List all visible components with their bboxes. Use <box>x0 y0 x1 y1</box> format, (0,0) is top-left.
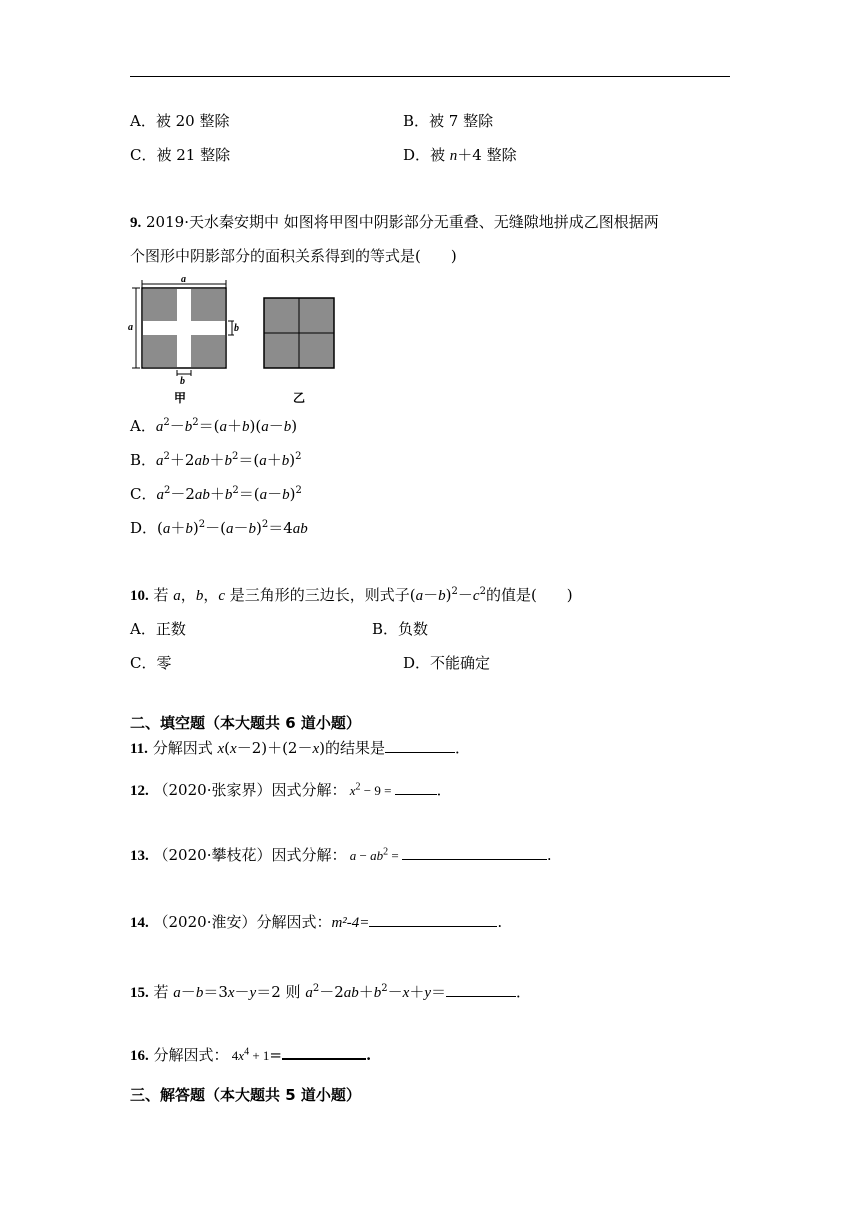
label-a-left: a <box>128 322 133 333</box>
q8-option-a: A．被 20 整除 <box>130 112 230 130</box>
caption-yi: 乙 <box>293 391 306 405</box>
answer-blank[interactable] <box>402 845 547 860</box>
q10-option-d: D．不能确定 <box>403 654 491 672</box>
answer-blank[interactable] <box>369 912 497 927</box>
question-number: 15. <box>130 985 149 1001</box>
q16: 16. 分解因式： $4x^4 + 1=$ . <box>130 1046 372 1064</box>
q9-option-d: D．$(a+b)^2-(a-b)^2=4ab$ <box>130 519 308 537</box>
q15: 15. 若 a－b＝3x－y＝2 则 $a^2-2ab+b^2-x+y=$ ． <box>130 983 532 1001</box>
shaded-square <box>143 289 177 321</box>
q11: 11. 分解因式 x(x－2)＋(2－x)的结果是 ． <box>130 739 471 757</box>
question-number: 16. <box>130 1048 149 1064</box>
figure-yi <box>264 298 334 405</box>
q9-stem-line1: 9. 2019·天水秦安期中 如图将甲图中阴影部分无重叠、无缝隙地拼成乙图根据两 <box>130 213 659 231</box>
q14: 14. （2020·淮安）分解因式：m²-4= . <box>130 913 503 931</box>
answer-blank[interactable] <box>395 780 437 795</box>
question-number: 12. <box>130 783 149 799</box>
q12: 12. （2020·张家界）因式分解： $x^2 - 9$ = ． <box>130 781 452 799</box>
q13: 13. （2020·攀枝花）因式分解： $a - ab^2$ = . <box>130 846 552 864</box>
shaded-square <box>191 335 225 367</box>
q10-option-a: A．正数 <box>130 620 186 638</box>
figure-jia <box>128 274 239 405</box>
header-rule <box>130 76 730 77</box>
answer-blank[interactable] <box>282 1044 366 1060</box>
label-a-top: a <box>181 274 186 285</box>
q9-stem-line2: 个图形中阴影部分的面积关系得到的等式是( ) <box>130 247 457 265</box>
answer-blank[interactable] <box>446 982 516 997</box>
q9-option-a: A．$a^2-b^2=(a+b)(a-b)$ <box>130 417 298 435</box>
question-number: 11. <box>130 741 148 757</box>
q8-option-c: C．被 21 整除 <box>130 146 231 164</box>
q8-option-d: D．被 n＋4 整除 <box>403 146 517 164</box>
label-b-bottom: b <box>180 376 185 387</box>
q10-option-b: B．负数 <box>372 620 429 638</box>
section-2-title: 二、填空题（本大题共 6 道小题） <box>130 714 361 732</box>
q9-figure <box>128 272 338 407</box>
label-b-right: b <box>234 323 239 334</box>
section-3-title: 三、解答题（本大题共 5 道小题） <box>130 1086 361 1104</box>
shaded-square <box>143 335 177 367</box>
q8-option-b: B．被 7 整除 <box>403 112 494 130</box>
caption-jia: 甲 <box>174 391 187 405</box>
question-number: 9. <box>130 215 142 231</box>
answer-blank[interactable] <box>385 738 455 753</box>
shaded-square <box>191 289 225 321</box>
q10-option-c: C．零 <box>130 654 172 672</box>
question-number: 13. <box>130 848 149 864</box>
q10-stem: 10. 若 a，b，c 是三角形的三边长，则式子$(a-b)^2-c^2$的值是( ) <box>130 586 573 604</box>
q9-option-b: B．$a^2+2ab+b^2=(a+b)^2$ <box>130 451 302 469</box>
question-number: 10. <box>130 588 149 604</box>
q9-option-c: C．$a^2-2ab+b^2=(a-b)^2$ <box>130 485 302 503</box>
question-number: 14. <box>130 915 149 931</box>
